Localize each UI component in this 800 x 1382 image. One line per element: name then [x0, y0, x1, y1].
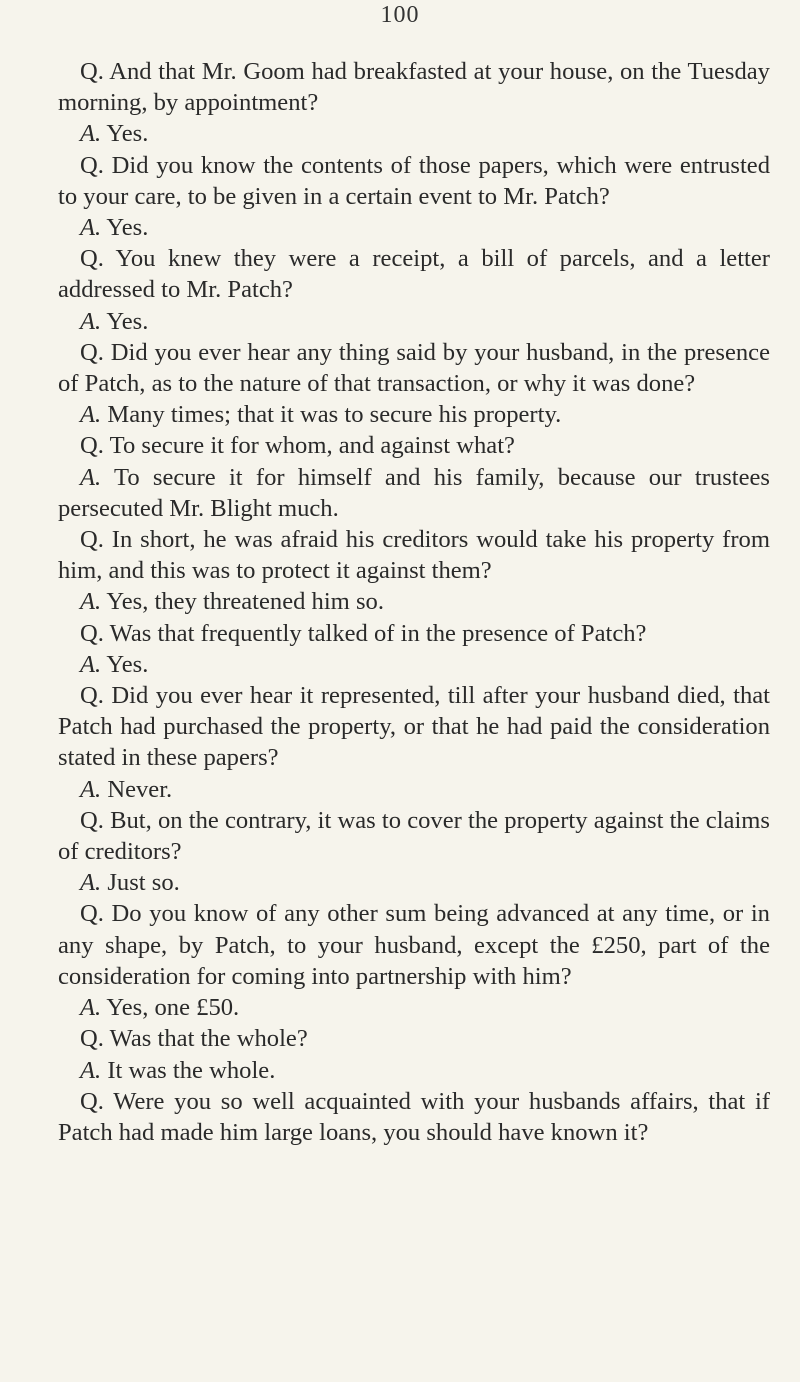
speaker-label: Q.: [80, 432, 104, 460]
paragraph-text: Were you so well acquainted with your husbands affairs, that if Patch had made him large loans, you should have known it?: [58, 1087, 770, 1146]
transcript-paragraph: [58, 1023, 770, 1054]
transcript-body: [58, 56, 770, 1148]
speaker-label: A.: [80, 120, 102, 148]
paragraph-text: Do you know of any other sum being advanced at any time, or in any shape, by Patch, to your husband, except the £250, part of the consideration for coming into partnership with him?: [58, 900, 770, 990]
speaker-label: A.: [80, 463, 102, 491]
transcript-paragraph: [58, 586, 770, 617]
transcript-paragraph: [58, 774, 770, 805]
transcript-paragraph: [58, 618, 770, 649]
paragraph-text: Yes.: [106, 214, 149, 242]
transcript-paragraph: [58, 462, 770, 524]
paragraph-text: Did you know the contents of those papers, which were entrusted to your care, to be given in a certain event to Mr. Patch?: [58, 151, 770, 210]
paragraph-text: You knew they were a receipt, a bill of parcels, and a letter addressed to Mr. Patch?: [58, 245, 770, 304]
transcript-paragraph: [58, 805, 770, 867]
transcript-paragraph: [58, 306, 770, 337]
transcript-paragraph: [58, 680, 770, 774]
paragraph-text: Yes, they threatened him so.: [106, 588, 384, 616]
speaker-label: Q.: [80, 806, 104, 834]
speaker-label: Q.: [80, 338, 104, 366]
paragraph-text: And that Mr. Goom had breakfasted at your house, on the Tuesday morning, by appointment?: [58, 58, 770, 117]
transcript-paragraph: [58, 867, 770, 898]
transcript-paragraph: [58, 399, 770, 430]
transcript-paragraph: [58, 1086, 770, 1148]
speaker-label: A.: [80, 588, 102, 616]
speaker-label: A.: [80, 994, 102, 1022]
speaker-label: A.: [80, 401, 102, 429]
paragraph-text: In short, he was afraid his creditors would take his property from him, and this was to protect it against them?: [58, 526, 770, 585]
speaker-label: Q.: [80, 151, 104, 179]
paragraph-text: Just so.: [107, 869, 180, 897]
transcript-paragraph: [58, 1055, 770, 1086]
speaker-label: Q.: [80, 1087, 104, 1115]
speaker-label: Q.: [80, 245, 104, 273]
speaker-label: Q.: [80, 900, 104, 928]
paragraph-text: Many times; that it was to secure his property.: [107, 401, 562, 429]
speaker-label: A.: [80, 869, 102, 897]
paragraph-text: Was that frequently talked of in the presence of Patch?: [109, 619, 647, 647]
transcript-paragraph: [58, 150, 770, 212]
paragraph-text: To secure it for whom, and against what?: [109, 432, 515, 460]
paragraph-text: Yes.: [106, 307, 149, 335]
speaker-label: A.: [80, 307, 102, 335]
transcript-paragraph: [58, 430, 770, 461]
transcript-paragraph: [58, 992, 770, 1023]
speaker-label: Q.: [80, 682, 104, 710]
transcript-paragraph: [58, 649, 770, 680]
paragraph-text: Was that the whole?: [109, 1025, 308, 1053]
speaker-label: Q.: [80, 1025, 104, 1053]
transcript-paragraph: [58, 56, 770, 118]
paragraph-text: Did you ever hear any thing said by your husband, in the presence of Patch, as to the nature of that transaction, or why it was done?: [58, 338, 771, 398]
paragraph-text: Never.: [107, 775, 173, 803]
paragraph-text: It was the whole.: [107, 1056, 276, 1084]
speaker-label: Q.: [80, 619, 104, 647]
paragraph-text: To secure it for himself and his family, because our trustees persecuted Mr. Blight much.: [58, 463, 770, 522]
transcript-paragraph: [58, 118, 770, 149]
paragraph-text: Did you ever hear it represented, till after your husband died, that Patch had purchased the property, or that he had paid the consideration stated in these papers?: [58, 682, 770, 772]
transcript-paragraph: [58, 243, 770, 305]
speaker-label: A.: [80, 650, 102, 678]
speaker-label: Q.: [80, 58, 104, 85]
page-number: 100: [380, 2, 420, 28]
paragraph-text: But, on the contrary, it was to cover the property against the claims of creditors?: [58, 806, 770, 866]
speaker-label: A.: [80, 1056, 102, 1084]
transcript-paragraph: [58, 898, 770, 992]
transcript-paragraph: [58, 337, 770, 399]
speaker-label: A.: [80, 214, 102, 242]
paragraph-text: Yes.: [106, 120, 149, 148]
paragraph-text: Yes.: [106, 650, 149, 678]
transcript-paragraph: [58, 524, 770, 586]
paragraph-text: Yes, one £50.: [106, 994, 240, 1022]
speaker-label: Q.: [80, 526, 104, 554]
transcript-paragraph: [58, 212, 770, 243]
speaker-label: A.: [80, 775, 102, 803]
